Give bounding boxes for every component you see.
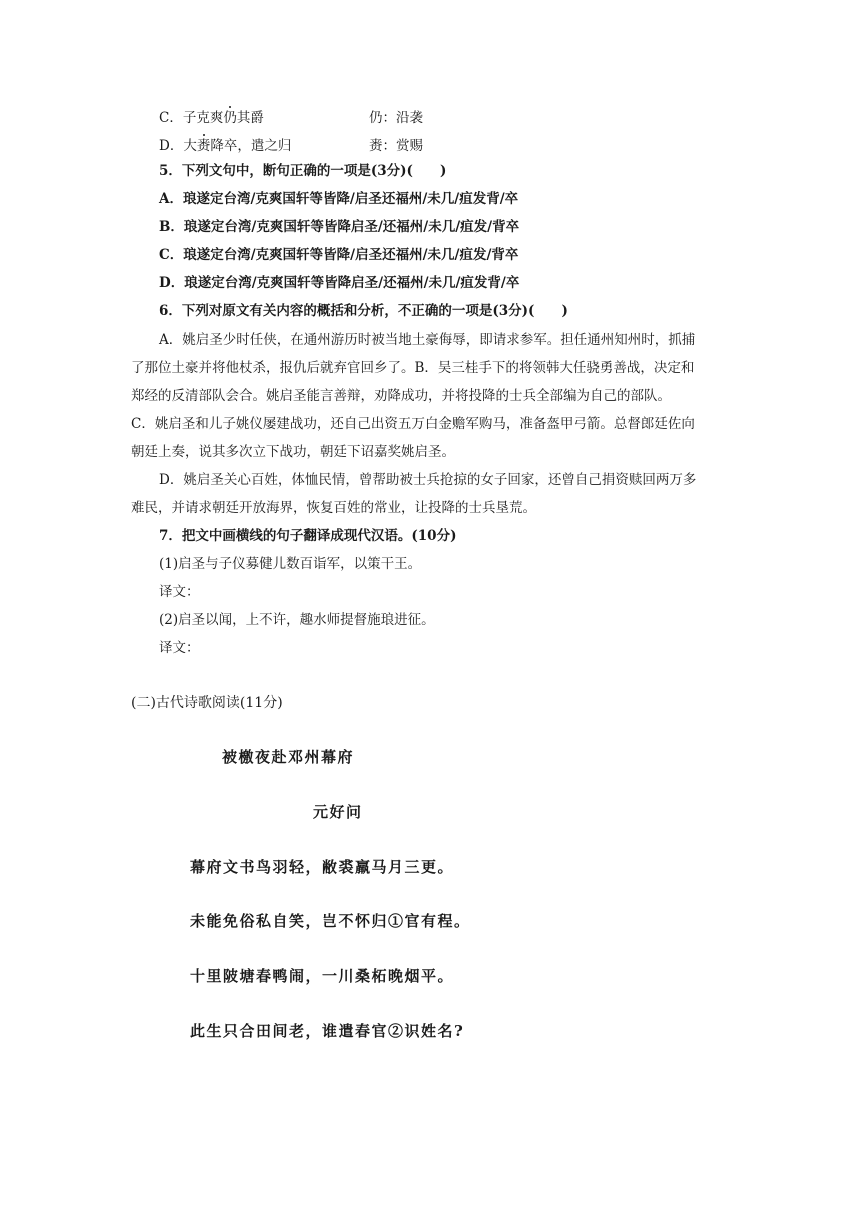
poem-line: 此生只合田间老，谁遣春官②识姓名? (190, 1022, 465, 1040)
poem-line: 幕府文书鸟羽轻，敝裘羸马月三更。 (190, 858, 455, 876)
q4-option-d-dotted-char: 赉 (196, 138, 211, 154)
q4-option-c (159, 108, 423, 128)
poem-line: 未能免俗私自笑，岂不怀归①官有程。 (190, 912, 471, 930)
poem-line: 十里陂塘春鸭闹，一川桑柘晚烟平。 (190, 967, 455, 985)
q4-option-d-post: 降卒，遣之归 (210, 138, 292, 154)
q6-stem: 6．下列对原文有关内容的概括和分析，不正确的一项是(3分)( ) (159, 303, 568, 319)
q7-sentence-2: (2)启圣以闻，上不许，趣水师提督施琅进征。 (159, 612, 435, 628)
q6-line: D．姚启圣关心百姓，体恤民情，曾帮助被士兵抢掠的女子回家，还曾自己捐资赎回两万多 (159, 472, 697, 488)
q6-line: A．姚启圣少时任侠，在通州游历时被当地土豪侮辱，即请求参军。担任通州知州时，抓捕 (159, 332, 696, 348)
q6-line: C．姚启圣和儿子姚仪屡建战功，还自己出资五万白金赡军购马，准备盔甲弓箭。总督郎廷佐向 (131, 416, 695, 432)
q4-option-c-post: 其爵 (236, 110, 264, 126)
q7-translation-label-2: 译文： (159, 640, 200, 656)
q6-line: 朝廷上奏，说其多次立下战功，朝廷下诏嘉奖姚启圣。 (131, 444, 455, 460)
q4-option-c-pre: C．子克爽 (159, 110, 224, 126)
q7-translation-label-1: 译文： (159, 584, 200, 600)
q7-sentence-1: (1)启圣与子仪募健儿数百诣军，以策干王。 (159, 556, 422, 572)
q4-option-c-dotted-char: 仍 (223, 110, 237, 126)
q6-line: 难民，并请求朝廷开放海界，恢复百姓的常业，让投降的士兵垦荒。 (131, 500, 536, 516)
q5-stem: 5．下列文句中，断句正确的一项是(3分)( ) (159, 163, 447, 179)
q5-option-b: B．琅遂定台湾/克爽国轩等皆降启圣/还福州/未几/疽发/背卒 (159, 219, 520, 235)
q5-option-a: A．琅遂定台湾/克爽国轩等皆降/启圣还福州/未几/疽发背/卒 (159, 191, 519, 207)
poem-title: 被檄夜赴邓州幕府 (222, 748, 355, 766)
q4-option-d-pre: D．大 (159, 138, 197, 154)
q7-stem: 7．把文中画横线的句子翻译成现代汉语。(10分) (159, 528, 457, 544)
q5-option-c: C．琅遂定台湾/克爽国轩等皆降/启圣还福州/未几/疽发/背卒 (159, 247, 519, 263)
section-heading: (二)古代诗歌阅读(11分) (131, 695, 283, 711)
poem-author: 元好问 (313, 803, 363, 821)
q4-option-d (159, 136, 423, 156)
q6-line: 了那位土豪并将他杖杀，报仇后就弃官回乡了。B．吴三桂手下的将领韩大任骁勇善战，决定和 (131, 360, 695, 376)
q4-option-c-note: 仍：沿袭 (369, 110, 423, 126)
q5-option-d: D．琅遂定台湾/克爽国轩等皆降启圣/还福州/未几/疽发背/卒 (159, 275, 520, 291)
q4-option-d-note: 赉：赏赐 (369, 138, 423, 154)
q6-line: 郑经的反清部队会合。姚启圣能言善辩，劝降成功，并将投降的士兵全部编为自己的部队。 (131, 388, 671, 404)
